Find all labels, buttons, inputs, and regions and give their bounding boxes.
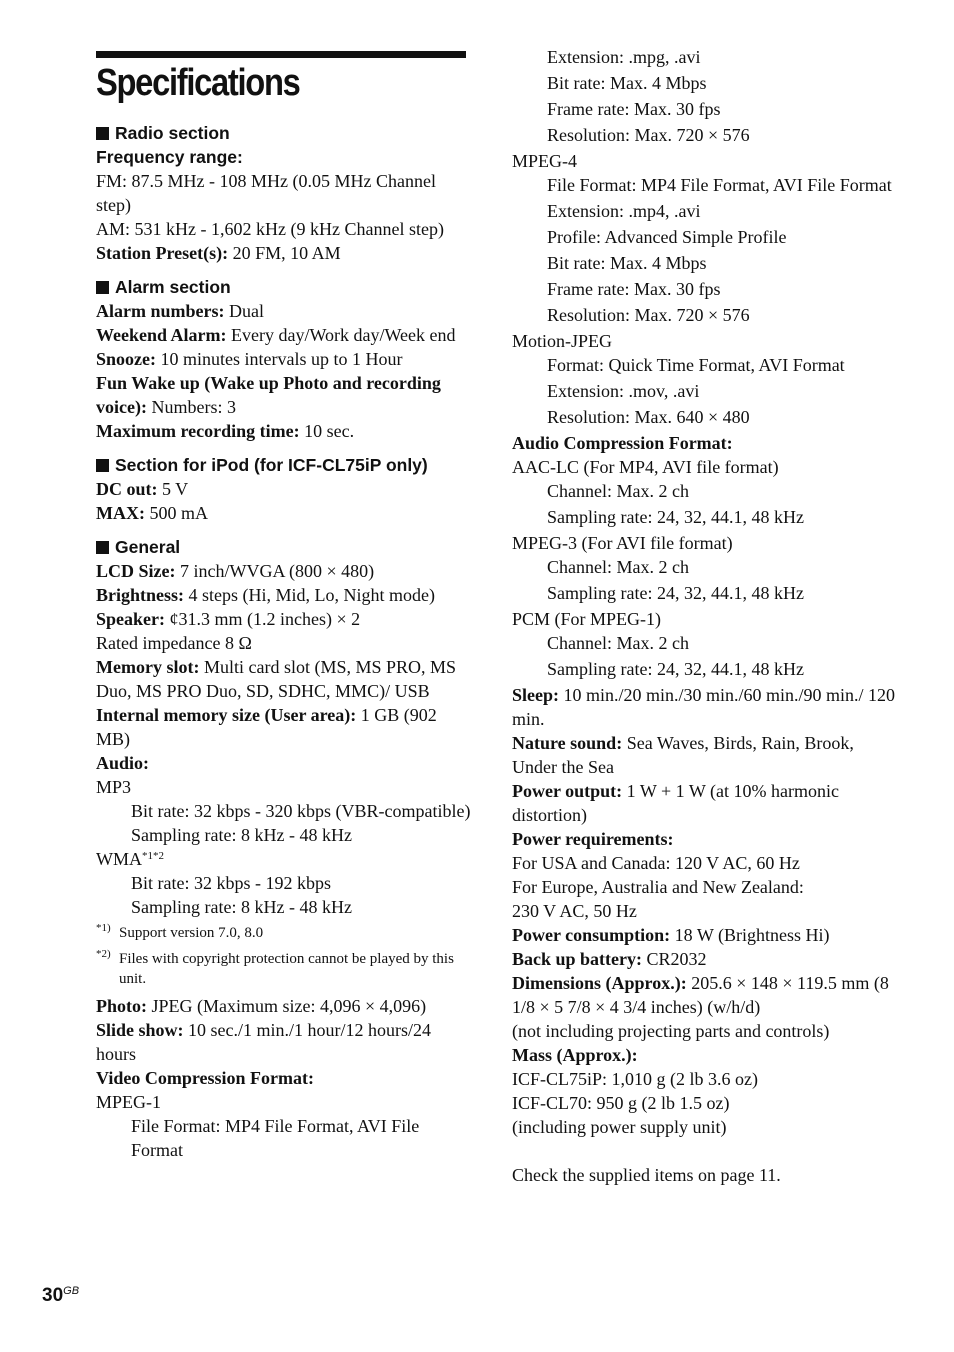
- mpeg4-profile: Profile: Advanced Simple Profile: [547, 227, 787, 247]
- mass-cl75ip: ICF-CL75iP: 1,010 g (2 lb 3.6 oz): [512, 1069, 758, 1089]
- max-recording-time: Maximum recording time: 10 sec.: [96, 421, 355, 441]
- mjpeg-label: Motion-JPEG: [512, 331, 613, 351]
- square-bullet-icon: [96, 541, 109, 554]
- aac-channel: Channel: Max. 2 ch: [547, 481, 689, 501]
- section-heading-alarm: Alarm section: [96, 275, 474, 299]
- power-requirements-label: Power requirements:: [512, 829, 674, 849]
- mjpeg-resolution: Resolution: Max. 640 × 480: [547, 407, 750, 427]
- audio-compression-label: Audio Compression Format:: [512, 433, 733, 453]
- power-output: Power output: 1 W + 1 W (at 10% harmonic distortion): [512, 781, 839, 825]
- wma-sampling: Sampling rate: 8 kHz - 48 kHz: [131, 897, 352, 917]
- wma-label: $WMA^{*1*2}$: [96, 849, 164, 869]
- mpeg4-label: MPEG-4: [512, 151, 578, 171]
- aac-sampling: Sampling rate: 24, 32, 44.1, 48 kHz: [547, 507, 804, 527]
- brightness: Brightness: 4 steps (Hi, Mid, Lo, Night mode): [96, 585, 435, 605]
- internal-memory: Internal memory size (User area): 1 GB (902 MB): [96, 705, 437, 749]
- aac-label: AAC-LC (For MP4, AVI file format): [512, 457, 779, 477]
- mpeg1-file-format: File Format: MP4 File Format, AVI File Format: [131, 1116, 420, 1160]
- slide-show: Slide show: 10 sec./1 min./1 hour/12 hours/24 hours: [96, 1020, 432, 1064]
- mpeg1-resolution: Resolution: Max. 720 × 576: [547, 125, 750, 145]
- backup-battery: Back up battery: CR2032: [512, 949, 707, 969]
- max-current: MAX: 500 mA: [96, 503, 208, 523]
- right-column: [512, 45, 896, 1187]
- page-number-suffix: GB: [63, 1285, 80, 1297]
- rated-impedance: Rated impedance 8 Ω: [96, 633, 252, 653]
- mpeg1-label: MPEG-1: [96, 1092, 162, 1112]
- power-europe-value: 230 V AC, 50 Hz: [512, 901, 637, 921]
- frequency-range-label: Frequency range:: [96, 147, 243, 167]
- video-compression-label: Video Compression Format:: [96, 1068, 314, 1088]
- mass-label: Mass (Approx.):: [512, 1045, 638, 1065]
- snooze: Snooze: 10 minutes intervals up to 1 Hour: [96, 349, 403, 369]
- speaker: Speaker: ¢31.3 mm (1.2 inches) × 2: [96, 609, 361, 629]
- fm-range: FM: 87.5 MHz - 108 MHz (0.05 MHz Channel step): [96, 171, 436, 215]
- pcm-channel: Channel: Max. 2 ch: [547, 633, 689, 653]
- square-bullet-icon: [96, 281, 109, 294]
- mass-cl70: ICF-CL70: 950 g (2 lb 1.5 oz): [512, 1093, 730, 1113]
- square-bullet-icon: [96, 127, 109, 140]
- fun-wake-up: Fun Wake up (Wake up Photo and recording voice): Numbers: 3: [96, 373, 441, 417]
- pcm-sampling: Sampling rate: 24, 32, 44.1, 48 kHz: [547, 659, 804, 679]
- wma-bitrate: Bit rate: 32 kbps - 192 kbps: [131, 873, 331, 893]
- left-column: [96, 121, 474, 1162]
- section-heading-ipod: Section for iPod (for ICF-CL75iP only): [96, 453, 474, 477]
- wma-footnote-ref: *1*2: [142, 850, 164, 862]
- memory-slot: Memory slot: Multi card slot (MS, MS PRO, MS Duo, MS PRO Duo, SD, SDHC, MMC)/ USB: [96, 657, 457, 701]
- weekend-alarm: Weekend Alarm: Every day/Work day/Week end: [96, 325, 456, 345]
- pcm-label: PCM (For MPEG-1): [512, 609, 662, 629]
- section-heading-general: General: [96, 535, 474, 559]
- mp3-sampling: Sampling rate: 8 kHz - 48 kHz: [131, 825, 352, 845]
- power-europe: For Europe, Australia and New Zealand:: [512, 877, 804, 897]
- spacer: [512, 1139, 896, 1163]
- mass-note: (including power supply unit): [512, 1117, 727, 1137]
- station-preset: Station Preset(s): 20 FM, 10 AM: [96, 243, 341, 263]
- dimensions: Dimensions (Approx.): 205.6 × 148 × 119.5 mm (8 1/8 × 5 7/8 × 4 3/4 inches) (w/h/d): [512, 973, 889, 1017]
- audio-label: Audio:: [96, 753, 150, 773]
- power-consumption: Power consumption: 18 W (Brightness Hi): [512, 925, 830, 945]
- supplied-items-note: Check the supplied items on page 11.: [512, 1165, 781, 1185]
- mpeg3-channel: Channel: Max. 2 ch: [547, 557, 689, 577]
- mpeg1-bitrate: Bit rate: Max. 4 Mbps: [547, 73, 707, 93]
- alarm-numbers: Alarm numbers: Dual: [96, 301, 264, 321]
- footnote-2: *2) Files with copyright protection cannot be played by this unit.: [96, 948, 454, 987]
- mpeg3-sampling: Sampling rate: 24, 32, 44.1, 48 kHz: [547, 583, 804, 603]
- am-range: AM: 531 kHz - 1,602 kHz (9 kHz Channel step): [96, 219, 444, 239]
- dimensions-note: (not including projecting parts and controls): [512, 1021, 830, 1041]
- mpeg4-frame-rate: Frame rate: Max. 30 fps: [547, 279, 721, 299]
- mpeg4-extension: Extension: .mp4, .avi: [547, 201, 701, 221]
- mpeg4-resolution: Resolution: Max. 720 × 576: [547, 305, 750, 325]
- photo: Photo: JPEG (Maximum size: 4,096 × 4,096): [96, 996, 427, 1016]
- footnote-1: *1) Support version 7.0, 8.0: [96, 922, 264, 941]
- nature-sound: Nature sound: Sea Waves, Birds, Rain, Brook, Under the Sea: [512, 733, 854, 777]
- page-number: $30^{GB}$: [42, 1285, 80, 1306]
- mpeg1-extension: Extension: .mpg, .avi: [547, 47, 701, 67]
- mpeg1-frame-rate: Frame rate: Max. 30 fps: [547, 99, 721, 119]
- mjpeg-extension: Extension: .mov, .avi: [547, 381, 700, 401]
- mpeg3-label: MPEG-3 (For AVI file format): [512, 533, 733, 553]
- mpeg4-file-format: File Format: MP4 File Format, AVI File Format: [547, 175, 892, 195]
- mp3-label: MP3: [96, 777, 132, 797]
- dc-out: DC out: 5 V: [96, 479, 189, 499]
- mjpeg-format: Format: Quick Time Format, AVI Format: [547, 355, 845, 375]
- section-heading-radio: Radio section: [96, 121, 474, 145]
- square-bullet-icon: [96, 459, 109, 472]
- page-title: Specifications: [96, 62, 300, 104]
- mp3-bitrate: Bit rate: 32 kbps - 320 kbps (VBR-compatible): [131, 801, 471, 821]
- title-rule: [96, 51, 466, 58]
- mpeg4-bitrate: Bit rate: Max. 4 Mbps: [547, 253, 707, 273]
- lcd-size: LCD Size: 7 inch/WVGA (800 × 480): [96, 561, 375, 581]
- power-usa: For USA and Canada: 120 V AC, 60 Hz: [512, 853, 800, 873]
- sleep: Sleep: 10 min./20 min./30 min./60 min./90 min./ 120 min.: [512, 685, 896, 729]
